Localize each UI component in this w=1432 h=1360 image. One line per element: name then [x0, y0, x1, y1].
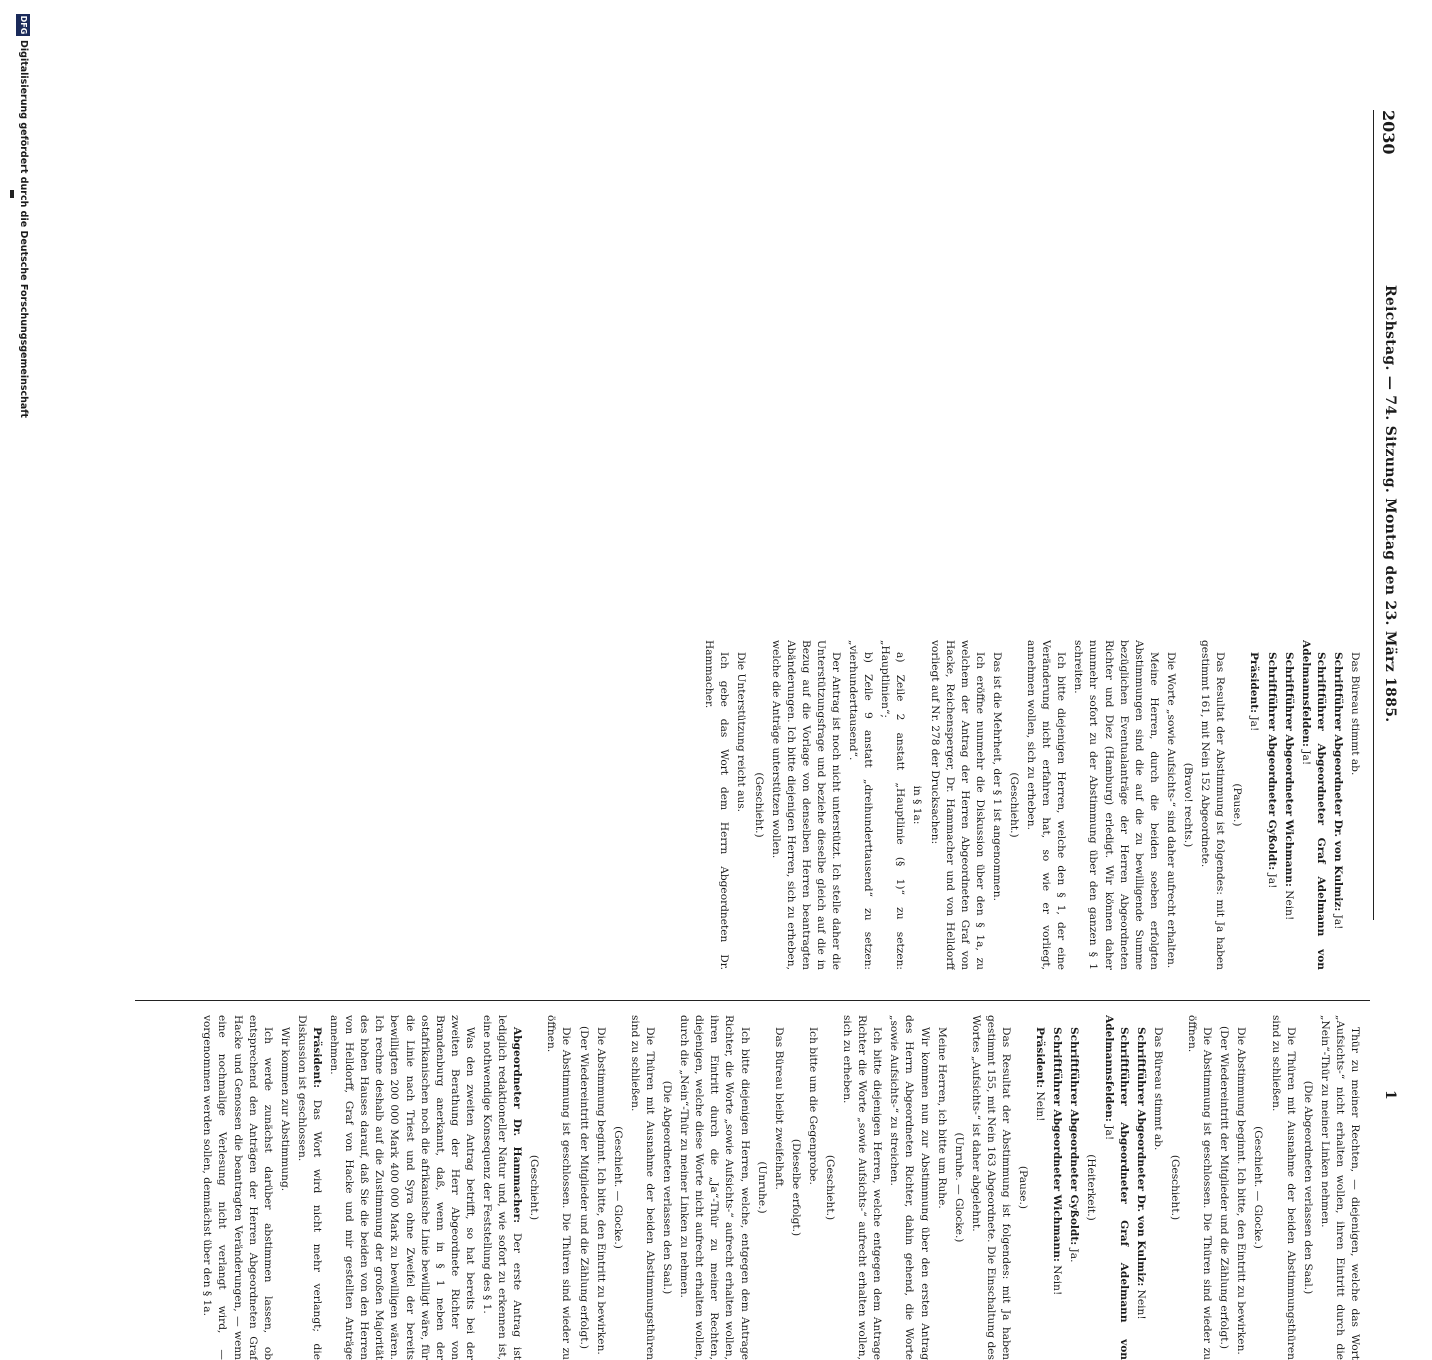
speaker-label: Präsident: [311, 1027, 323, 1089]
stage-direction [659, 1015, 674, 1360]
stage-direction [1167, 1015, 1182, 1360]
paragraph [1184, 1015, 1214, 1360]
paragraph [839, 1015, 884, 1360]
paragraph-text: Das Büreau stimmt ab. [1151, 1027, 1164, 1151]
paragraph-text: Ja! [1331, 914, 1344, 930]
speaker-label: Schriftführer Abgeordneter Dr. von Kulmiz: [1134, 1027, 1147, 1287]
paragraph [701, 640, 731, 970]
stage-direction [1180, 640, 1195, 970]
paragraph-text: in § 1a: [911, 785, 924, 825]
paragraph-text: (Geschieht.) [528, 1154, 541, 1221]
paragraph [627, 1015, 657, 1360]
stage-direction [951, 1015, 966, 1360]
paragraph-text: Thür zu meiner Rechten, — diejenigen, welche das Wort „Aufsichts-“ nicht erhalten wollen, ihren Eintritt durch die „Nein“-Thür zu meiner Linken nehmen. [1318, 1015, 1361, 1360]
paragraph-text: Meine Herren, ich bitte um Ruhe. [935, 1027, 948, 1209]
paragraph [968, 1015, 1013, 1360]
paragraph-text: (Geschieht.) [1008, 772, 1021, 838]
paragraph-text: Was den zweiten Antrag betrifft, so hat bereits bei der zweiten Berathung der Herr Abgeordnete Richter von Brandenburg anerkannt, daß, wenn in § 1 neben der ostafrikanischen noch die afrikanische Linie bewilligt wäre, für die Linie nach Triest und Syra ohne Zweifel der bereits bewilligten 200 000 Mark 400 000 Mark zu bewilligen wären. Ich rechne deshalb auf die Zustimmung der großen Majorität des hohen Hauses darauf, daß Sie die beiden von den Herren von Helldorff, Graf von Hacke und mir gestellten Anträge annehmen. [328, 1015, 476, 1360]
paragraph [1330, 640, 1345, 970]
stage-direction [788, 1015, 803, 1360]
paragraph [676, 1015, 751, 1360]
paragraph-text: b) Zeile 9 anstatt „dreihunderttausend“ zu setzen: „vierhunderttausend“. [847, 640, 875, 970]
paragraph [1066, 1015, 1081, 1360]
paragraph-text: Die Abstimmung beginnt. Ich bitte, den Eintritt zu bewirken. [594, 1027, 607, 1355]
paragraph-text: Ja. [1068, 1248, 1081, 1263]
footer-credit: Digitalisierung gefördert durch die Deutsche Forschungsgemeinschaft [18, 40, 29, 418]
page-number: 2030 [1379, 110, 1398, 155]
paragraph-text: Das Resultat der Abstimmung ist folgendes: mit Ja haben gestimmt 161, mit Nein 152 Abgeordnete. [1199, 640, 1227, 970]
paragraph-text: Ich werde zunächst darüber abstimmen lassen, ob entsprechend den Anträgen der Herren Abgeordneten Graf Hacke und Genossen die beantragten Veränderungen, — wenn eine nochmalige Verlesung nicht verlangt wird, — vorgenommen werden sollen, demnächst über den § 1a. [201, 1015, 274, 1360]
paragraph-text: (Unruhe. — Glocke.) [952, 1132, 965, 1243]
paragraph [1032, 1015, 1047, 1360]
paragraph [845, 640, 875, 970]
speaker-label: Schriftführer Abgeordneter Dr. von Kulmiz: [1331, 652, 1344, 912]
paragraph-text: Ich bitte diejenigen Herren, welche, entgegen dem Antrage Richter, die Worte „sowie Aufsichts-“ aufrecht erhalten wollen, ihren Eintritt durch die „Ja“-Thür zu meiner Rechten, diejenigen, welche diese Worte nicht aufrecht erhalten wollen, durch die „Nein“-Thür zu meiner Linken zu nehmen. [678, 1015, 751, 1360]
paragraph-text: Nein! [1134, 1289, 1147, 1320]
stage-direction [1083, 1015, 1098, 1360]
stage-direction [576, 1015, 591, 1360]
speaker-label: Schriftführer Abgeordneter Graf Adelmann von Adelmannsfelden: [1102, 1015, 1130, 1360]
left-column [140, 640, 1362, 970]
paragraph-text: Die Abstimmung ist geschlossen. Die Thüren sind wieder zu öffnen. [545, 1015, 573, 1360]
paragraph-text: Die Abstimmung ist geschlossen. Die Thüren sind wieder zu öffnen. [1186, 1015, 1214, 1360]
paragraph-text: Der Antrag ist noch nicht unterstützt. Ich stelle daher die Unterstützungsfrage und beziehe dieselbe gleich auf die in Bezug auf die Vorlage von denselben Herren beantragten Abänderungen. Ich bitte diejenigen Herren, sich zu erheben, welche die Anträge unterstützen wollen. [769, 640, 842, 970]
paragraph-text: (Pause.) [1231, 783, 1244, 827]
paragraph [886, 1015, 931, 1360]
paragraph [543, 1015, 573, 1360]
paragraph-text: Meine Herren, durch die beiden soeben erfolgten Abstimmungen sind die auf die zu bewilligende Summe bezüglichen Eventualanträge der Herren Abgeordneten Richter und Diez (Hamburg) erledigt. Wir können daher nunmehr sofort zu der Abstimmung über den ganzen § 1 schreiten. [1072, 640, 1160, 970]
column-divider [135, 1000, 1370, 1001]
paragraph-text: Das Resultat der Abstimmung ist folgendes: mit Ja haben gestimmt 155, mit Nein 163 Abgeordnete. Die Einschaltung des Wortes „Aufsichts-“ ist daher abgelehnt. [969, 1015, 1013, 1360]
paragraph-text: Ich eröffne nunmehr die Diskussion über den § 1a, zu welchem der Antrag der Herren Abgeordneten Graf von Hacke, Reichensperger, Dr. Hammacher und von Helldorff vorliegt auf Nr. 278 der Drucksachen: [928, 640, 986, 970]
paragraph-text: Ja! [1265, 873, 1278, 889]
paragraph-text: (Geschieht. — Glocke.) [611, 1126, 624, 1249]
stage-direction [1250, 1015, 1265, 1360]
paragraph-text: (Bravo! rechts.) [1182, 762, 1195, 848]
stage-direction [822, 1015, 837, 1360]
paragraph-text: (Dieselbe erfolgt.) [789, 1138, 802, 1237]
paragraph-text: Ich bitte um die Gegenprobe. [806, 1027, 819, 1185]
paragraph-text: Nein! [1051, 1265, 1064, 1296]
stage-direction [526, 1015, 541, 1360]
paragraph [1150, 1015, 1165, 1360]
paragraph-text: (Geschieht.) [824, 1154, 836, 1221]
paragraph [1298, 640, 1328, 970]
paragraph [1049, 1015, 1064, 1360]
right-column [140, 1015, 1362, 1360]
paragraph-text: (Die Abgeordneten verlassen den Saal.) [661, 1080, 674, 1295]
paragraph [1070, 640, 1161, 970]
paragraph-text: (Pause.) [1017, 1165, 1030, 1210]
paragraph [593, 1015, 608, 1360]
paragraph-text: Das Wort wird nicht mehr verlangt; die Diskussion ist geschlossen. [295, 1015, 323, 1360]
stage-direction [610, 1015, 625, 1360]
paragraph [1163, 640, 1178, 970]
paragraph [326, 1015, 477, 1360]
paragraph [1233, 1015, 1248, 1360]
paragraph [989, 640, 1004, 970]
stage-direction [750, 640, 765, 970]
paragraph-text: (Geschieht.) [752, 772, 765, 838]
paragraph-text: Ja! [1248, 716, 1261, 732]
speaker-label: Präsident: [1248, 652, 1261, 714]
speaker-label: Schriftführer Abgeordneter Gyßoldt: [1068, 1027, 1081, 1246]
page-header [1376, 110, 1402, 1100]
paragraph-text: Ich bitte diejenigen Herren, welche den § 1, der eine Veränderung nicht erfahren hat, so wie er vorliegt, annehmen wollen, sich zu erheben. [1025, 640, 1068, 970]
paragraph-text: Die Worte „sowie Aufsichts-“ sind daher aufrecht erhalten. [1164, 652, 1177, 969]
paragraph [1347, 640, 1362, 970]
paragraph [877, 640, 907, 970]
paragraph [934, 1015, 949, 1360]
paragraph-text: Wir kommen zur Abstimmung. [278, 1027, 291, 1192]
paragraph-text: Der erste Antrag ist lediglich redaktioneller Natur und, wie sofort zu erkennen ist, eine nothwendige Konsequenz der Feststellung des § 1. [481, 1015, 524, 1360]
paragraph [199, 1015, 274, 1360]
paragraph-text: Das Büreau stimmt ab. [1349, 652, 1361, 776]
paragraph-text: Die Unterstützung reicht aus. [735, 652, 748, 813]
stage-direction [754, 1015, 769, 1360]
paragraph-text: Nein! [1282, 890, 1295, 921]
page-footer [14, 0, 30, 1000]
paragraph-text: (Der Wiedereintritt der Mitglieder und die Zählung erfolgt.) [1218, 1025, 1231, 1349]
paragraph-text: (Geschieht.) [1168, 1154, 1181, 1221]
paragraph [1246, 640, 1261, 970]
speaker-label: Schriftführer Abgeordneter Gyßoldt: [1265, 652, 1278, 871]
paragraph [1133, 1015, 1148, 1360]
paragraph-text: (Unruhe.) [755, 1161, 768, 1214]
speaker-label: Schriftführer Abgeordneter Wichmann: [1282, 652, 1295, 887]
stage-direction [1229, 640, 1244, 970]
stage-direction [909, 640, 924, 970]
paragraph-text: Wir kommen nun zur Abstimmung über den ersten Antrag des Herrn Abgeordneten Richter, dahin gehend, die Worte „sowie Aufsichts-“ zu streichen. [888, 1015, 931, 1360]
paragraph [1267, 1015, 1297, 1360]
paragraph [1263, 640, 1278, 970]
stage-direction [1015, 1015, 1030, 1360]
paragraph-text: Ja! [1299, 750, 1312, 766]
paragraph-text: Ich bitte diejenigen Herren, welche entgegen dem Antrage Richter die Worte „sowie Aufsichts-“ aufrecht erhalten wollen, sich zu erheben. [841, 1015, 884, 1360]
paragraph [771, 1015, 786, 1360]
header-mark: 1 [1382, 1090, 1398, 1100]
speaker-label: Abgeordneter Dr. Hammacher: [511, 1027, 524, 1224]
dfg-logo: DFG [16, 14, 30, 36]
paragraph-text: (Heiterkeit.) [1085, 1154, 1098, 1221]
paragraph [277, 1015, 292, 1360]
paragraph-text: Das ist die Mehrheit, der § 1 ist angenommen. [990, 652, 1003, 901]
header-rule [1373, 110, 1374, 920]
paragraph [1023, 640, 1068, 970]
paragraph-text: Die Thüren mit Ausnahme der beiden Abstimmungsthüren sind zu schließen. [1269, 1015, 1297, 1360]
stage-direction [1006, 640, 1021, 970]
paragraph-text: Die Abstimmung beginnt. Ich bitte, den Eintritt zu bewirken. [1235, 1027, 1248, 1355]
paragraph-text: Die Thüren mit Ausnahme der beiden Abstimmungsthüren sind zu schließen. [628, 1015, 656, 1360]
paragraph [805, 1015, 820, 1360]
paragraph-text: (Geschieht. — Glocke.) [1252, 1126, 1265, 1249]
paragraph [294, 1015, 324, 1360]
paragraph [733, 640, 748, 970]
stage-direction [1300, 1015, 1315, 1360]
paragraph [1281, 640, 1296, 970]
running-title: Reichstag. — 74. Sitzung. Montag den 23. März 1885. [1382, 285, 1398, 723]
paragraph-text: (Die Abgeordneten verlassen den Saal.) [1301, 1080, 1314, 1295]
paragraph [1317, 1015, 1362, 1360]
speaker-label: Präsident: [1034, 1027, 1047, 1089]
paragraph-text: a) Zeile 2 anstatt „Hauptlinie (§ 1)“ zu setzen: „Hauptlinien“; [879, 640, 907, 970]
paragraph [768, 640, 843, 970]
paragraph [926, 640, 986, 970]
speaker-label: Schriftführer Abgeordneter Wichmann: [1051, 1027, 1064, 1262]
speaker-label: Schriftführer Abgeordneter Graf Adelmann von Adelmannsfelden: [1299, 640, 1327, 970]
stage-direction [1216, 1015, 1231, 1360]
paragraph-text: Das Büreau bleibt zweifelhaft. [772, 1027, 785, 1190]
paragraph-text: Nein! [1034, 1091, 1047, 1122]
paragraph [479, 1015, 524, 1360]
paragraph-text: (Der Wiedereintritt der Mitglieder und die Zählung erfolgt.) [577, 1025, 590, 1349]
scan-speck [10, 190, 14, 198]
paragraph-text: Ich gebe das Wort dem Herrn Abgeordneten Dr. Hammacher. [703, 640, 731, 970]
paragraph-text: Ja! [1102, 1125, 1115, 1141]
paragraph [1101, 1015, 1131, 1360]
paragraph [1197, 640, 1227, 970]
